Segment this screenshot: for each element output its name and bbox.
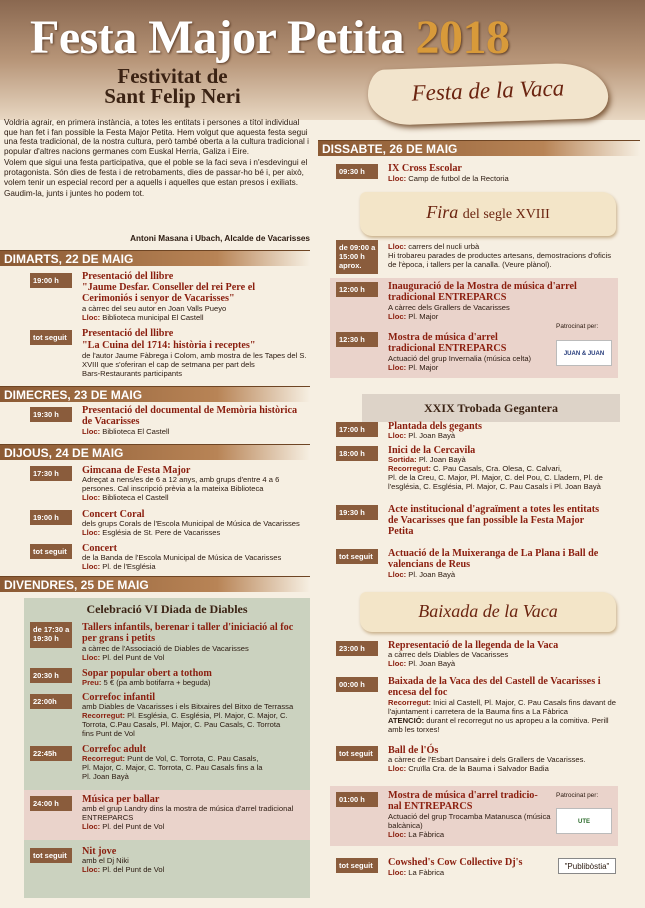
event-title: IX Cross Escolar <box>388 163 462 174</box>
time-badge: 24:00 h <box>30 796 72 811</box>
event-title: encesa del foc <box>388 687 448 698</box>
event-title: Presentació del llibre <box>82 271 174 282</box>
time-badge: 19:30 h <box>336 505 378 520</box>
event-title: Presentació del llibre <box>82 328 174 339</box>
time-badge: tot seguit <box>336 858 378 873</box>
event-desc: persones. Cal inscripció prèvia a la mateixa Biblioteca <box>82 484 264 493</box>
event-desc: Hi trobareu parades de productes artesans, demostracions d'oficis <box>388 251 612 260</box>
event-title: Presentació del documental de Memòria històrica <box>82 405 298 416</box>
time-badge: 19:30 h <box>30 407 72 422</box>
event-place: Lloc: Església de St. Pere de Vacarisses <box>82 528 221 537</box>
event-place: Lloc: Pl. del Punt de Vol <box>82 653 165 662</box>
time-badge: 01:00 h <box>336 792 378 807</box>
main-title: Festa Major Petita 2018 <box>30 11 510 64</box>
event-title: Concert <box>82 543 118 554</box>
event-place: Lloc: Pl. Major <box>388 363 439 372</box>
event-place: Lloc: Biblioteca el Castell <box>82 493 169 502</box>
event-title: Tallers infantils, berenar i taller d'iniciació al foc <box>82 622 294 633</box>
event-place: Lloc: La Fàbrica <box>388 830 445 839</box>
event-title: Cerimoniós i senyor de Vacarisses" <box>82 293 235 304</box>
diables-box-title: Celebració VI Diada de Diables <box>86 602 248 616</box>
event-desc: a càrrec dels Diables de Vacarisses <box>388 650 509 659</box>
event-desc: dels grups Corals de l'Escola Municipal de Música de Vacarisses <box>82 519 300 528</box>
time-badge: tot seguit <box>336 549 378 564</box>
time-badge: 12:00 h <box>336 282 378 297</box>
event-place: Lloc: Pl. Joan Bayà <box>388 659 456 668</box>
event-title: nal ENTREPARCS <box>388 801 473 812</box>
event-title: Inici de la Cercavila <box>388 445 476 456</box>
event-desc: Adreçat a nens/es de 6 a 12 anys, amb grups d'entre 4 a 6 <box>82 475 280 484</box>
year: 2018 <box>415 11 510 64</box>
event-desc: a càrrec del seu autor en Joan Valls Pueyo <box>82 304 227 313</box>
event-place: Lloc: Pl. de l'Església <box>82 562 156 571</box>
sponsor-label: Patrocinat per: <box>556 792 599 799</box>
subtitle-line2: Sant Felip Neri <box>104 84 241 108</box>
day-header-dimecres: DIMECRES, 23 DE MAIG <box>0 386 310 402</box>
event-desc: ENTREPARCS <box>82 813 134 822</box>
event-place: Lloc: Biblioteca El Castell <box>82 427 170 436</box>
event-start: Sortida: Pl. Joan Bayà <box>388 455 466 464</box>
event-title: Plantada dels gegants <box>388 421 482 432</box>
event-route: fins Punt de Vol <box>82 729 135 738</box>
intro-text: Voldria agrair, en primera instància, a totes les entitats i persones a títol individual que han fet i fan possible la Festa Major Petita. Hem volgut que aquesta festa segui una festa tradicional, de la nostra cultura, però també oberta a la cultura tradicional i popular d'altres nacions germanes com Euskal Herria, Galiza i Eire. Volem que sigui una festa participativa, que el poble se la faci seva i n'esdevingui el protagonista. Són dies de festa i de retrobaments, dies de passar-ho bé i, per això, volem tenir un especial record per a aquells i aquelles que estan presos i exiliats. Gaudim-la, junts i juntes ho podem tot. <box>4 118 309 199</box>
event-route: Torrota, C.Pau Casals, Pl. Major, C. Pau Casals, C. Torrota <box>82 720 281 729</box>
event-title: Inauguració de la Mostra de música d'arrel <box>388 281 577 292</box>
time-badge: 19:00 h <box>30 273 72 288</box>
event-title: Acte institucional d'agraïment a totes les entitats <box>388 504 600 515</box>
event-warning: ATENCIÓ: durant el recorregut no us apropeu a la comitiva. Perill <box>388 716 609 725</box>
event-place: Lloc: Camp de futbol de la Rectoria <box>388 174 509 183</box>
day-header-divendres: DIVENDRES, 25 DE MAIG <box>0 576 310 592</box>
sponsor-logo: JUAN & JUAN <box>556 340 612 366</box>
event-desc: amb el grup Landry dins la mostra de música d'arrel tradicional <box>82 804 294 813</box>
event-title: valencians de Reus <box>388 559 471 570</box>
event-title: Correfoc adult <box>82 744 147 755</box>
event-title: tradicional ENTREPARCS <box>388 343 507 354</box>
fira-banner: Fira del segle XVIII <box>360 192 616 236</box>
event-route: Pl. Major, C. Major, C. Torrota, C. Pau Casals fins a la <box>82 763 263 772</box>
event-title: Gimcana de Festa Major <box>82 465 191 476</box>
event-route: Recorregut: Inici al Castell, Pl. Major, C. Pau Casals fins davant de <box>388 698 616 707</box>
time-badge: 23:00 h <box>336 641 378 656</box>
event-title: Correfoc infantil <box>82 692 156 703</box>
event-route: l'ajuntament i carretera de la Bauma fins a La Fàbrica <box>388 707 568 716</box>
event-desc: amb Diables de Vacarisses i els Bitxaires del Bitxo de Terrassa <box>82 702 294 711</box>
gegants-title: XXIX Trobada Gegantera <box>423 401 558 415</box>
subtitle-line1: Festivitat de <box>117 64 228 88</box>
event-place: Lloc: Pl. Joan Bayà <box>388 431 456 440</box>
event-desc: de la Banda de l'Escola Municipal de Música de Vacarisses <box>82 553 282 562</box>
event-place: Lloc: carrers del nucli urbà <box>388 242 480 251</box>
event-desc: A càrrec dels Grallers de Vacarisses <box>388 303 510 312</box>
event-route: Pl. de la Creu, C. Major, Pl. Major, C. del Pou, C. Lladern, Pl. de <box>388 473 603 482</box>
event-route: l'església, C. Església, Pl. Major, C. Pau Casals i Pl. Joan Bayà <box>388 482 601 491</box>
event-desc: XVIII que s'oferiran el cap de setmana per part dels <box>82 360 255 369</box>
event-place: Lloc: Pl. Major <box>388 312 439 321</box>
time-badge: 17:00 h <box>336 422 378 437</box>
event-route: Recorregut: C. Pau Casals, Cra. Olesa, C. Calvari, <box>388 464 562 473</box>
event-title: Música per ballar <box>82 794 160 805</box>
publibostia-badge: "Publibòstia" <box>558 858 616 874</box>
event-desc: de l'època, i tallers per la canalla. (Veure plànol). <box>388 260 552 269</box>
time-badge: 22:00h <box>30 694 72 709</box>
festa-vaca-banner: Festa de la Vaca <box>367 62 609 126</box>
day-header-dimarts: DIMARTS, 22 DE MAIG <box>0 250 310 266</box>
event-title: Mostra de música d'arrel tradicio- <box>388 790 538 801</box>
time-badge: de 17:30 a 19:30 h <box>30 622 72 648</box>
event-price: Preu: 5 € (pa amb botifarra + beguda) <box>82 678 211 687</box>
event-title: Actuació de la Muixeranga de La Plana i Ball de <box>388 548 599 559</box>
time-badge: 22:45h <box>30 746 72 761</box>
event-desc: amb el Dj Niki <box>82 856 129 865</box>
baixada-banner: Baixada de la Vaca <box>360 592 616 632</box>
event-title: Mostra de música d'arrel <box>388 332 498 343</box>
time-badge: 09:30 h <box>336 164 378 179</box>
event-title: "La Cuina del 1714: història i receptes" <box>82 340 256 351</box>
event-title: per grans i petits <box>82 633 156 644</box>
event-warning: amb les torxes! <box>388 725 440 734</box>
event-title: Sopar popular obert a tothom <box>82 668 212 679</box>
event-title: de Vacarisses que fan possible la Festa Major <box>388 515 585 526</box>
event-desc: Actuació del grup Trocamba Matanusca (música <box>388 812 551 821</box>
time-badge: 00:00 h <box>336 677 378 692</box>
time-badge: tot seguit <box>30 848 72 863</box>
time-badge: 19:00 h <box>30 510 72 525</box>
event-title: de Vacarisses <box>82 416 140 427</box>
time-badge: de 09:00 a 15:00 h aprox. <box>336 240 378 274</box>
event-place: Lloc: Biblioteca municipal El Castell <box>82 313 204 322</box>
event-desc: de l'autor Jaume Fàbrega i Colom, amb mostra de les Tapes del S. <box>82 351 307 360</box>
event-desc: Actuació del grup Invernalia (música celta) <box>388 354 532 363</box>
event-title: Baixada de la Vaca des del Castell de Vacarisses i <box>388 676 601 687</box>
time-badge: 18:00 h <box>336 446 378 461</box>
time-badge: tot seguit <box>336 746 378 761</box>
event-desc: a càrrec de l'Associació de Diables de Vacarisses <box>82 644 249 653</box>
event-title: "Jaume Desfar. Conseller del rei Pere el <box>82 282 256 293</box>
event-place: Lloc: La Fàbrica <box>388 868 445 877</box>
event-title: Cowshed's Cow Collective Dj's <box>388 857 523 868</box>
sponsor-label: Patrocinat per: <box>556 323 599 330</box>
event-route: Pl. Joan Bayà <box>82 772 129 781</box>
event-place: Lloc: Pl. Joan Bayà <box>388 570 456 579</box>
event-title: Nit jove <box>82 846 117 857</box>
event-title: tradicional ENTREPARCS <box>388 292 507 303</box>
event-place: Lloc: Pl. del Punt de Vol <box>82 822 165 831</box>
event-desc: a càrrec de l'Esbart Dansaire i dels Grallers de Vacarisses. <box>388 755 586 764</box>
event-place: Lloc: Pl. del Punt de Vol <box>82 865 165 874</box>
event-desc: Bars-Restaurants participants <box>82 369 183 378</box>
event-place: Lloc: Cruïlla Cra. de la Bauma i Salvador Badia <box>388 764 549 773</box>
time-badge: tot seguit <box>30 544 72 559</box>
event-route: Recorregut: Punt de Vol, C. Torrota, C. Pau Casals, <box>82 754 259 763</box>
time-badge: 20:30 h <box>30 668 72 683</box>
event-route: Recorregut: Pl. Església, C. Església, Pl. Major, C. Major, C. <box>82 711 288 720</box>
sponsor-logo: UTE <box>556 808 612 834</box>
day-header-dissabte: DISSABTE, 26 DE MAIG <box>318 140 640 156</box>
time-badge: 17:30 h <box>30 466 72 481</box>
event-title: Ball de l'Ós <box>388 745 439 756</box>
day-header-dijous: DIJOUS, 24 DE MAIG <box>0 444 310 460</box>
time-badge: tot seguit <box>30 330 72 345</box>
event-title: Concert Coral <box>82 509 145 520</box>
event-title: Representació de la llegenda de la Vaca <box>388 640 559 651</box>
event-title: Petita <box>388 526 414 537</box>
time-badge: 12:30 h <box>336 332 378 347</box>
signature: Antoni Masana i Ubach, Alcalde de Vacarisses <box>130 234 310 243</box>
event-desc: balcànica) <box>388 821 423 830</box>
